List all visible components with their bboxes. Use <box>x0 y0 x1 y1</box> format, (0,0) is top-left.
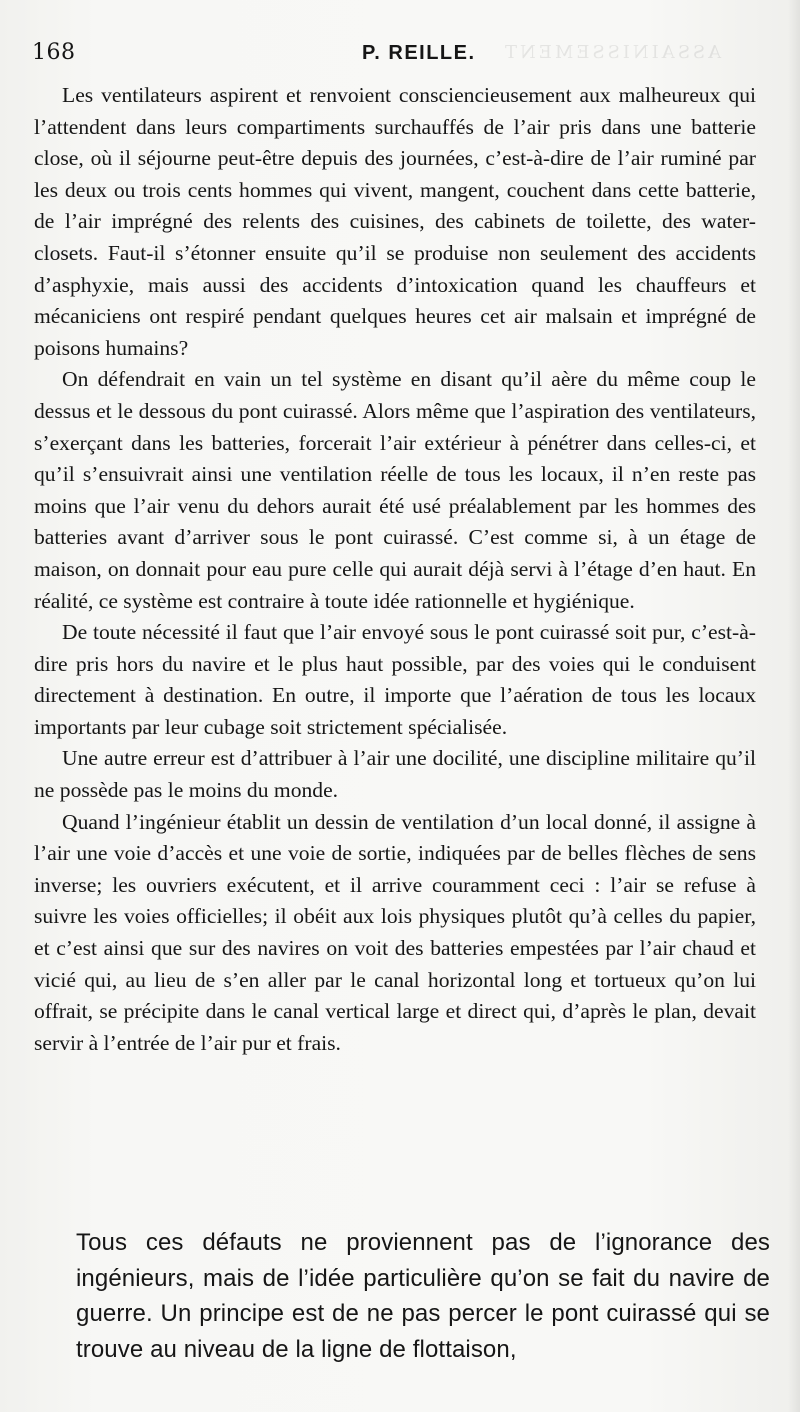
paragraph-conclusion: Tous ces défauts ne proviennent pas de l’ignorance des ingénieurs, mais de l’idée particulière qu’on se fait du navire de guerre. Un principe est de ne pas percer le pont cuirassé qui se trouve au niveau de la ligne de flottaison, <box>76 1229 770 1363</box>
paragraph-necessite: De toute nécessité il faut que l’air envoyé sous le pont cuirassé soit pur, c’est-à-dire pris hors du navire et le plus haut possible, par des voies qui le conduisent directement à destination. En outre, il importe que l’aération de tous les locaux importants par leur cubage soit strictement spécialisée. <box>34 620 756 739</box>
paragraph-erreur: Une autre erreur est d’attribuer à l’air une docilité, une discipline militaire qu’il ne possède pas le moins du monde. <box>34 746 756 803</box>
running-head: P. REILLE. <box>362 42 476 64</box>
body-text <box>34 80 756 1059</box>
paragraph-ventilateurs: Les ventilateurs aspirent et renvoient consciencieusement aux malheureux qui l’attendent dans leurs compartiments surchauffés de l’air pris dans une batterie close, où il séjourne peut-être depuis des journées, c’est-à-dire de l’air ruminé par les deux ou trois cents hommes qui vivent, mangent, couchent dans cette batterie, de l’air imprégné des relents des cuisines, des cabinets de toilette, des water-closets. Faut-il s’étonner ensuite qu’il se produise non seulement des accidents d’asphyxie, mais aussi des accidents d’intoxication quand les chauffeurs et mécaniciens ont respiré pendant quelques heures cet air malsain et imprégné de poisons humains? <box>34 83 756 360</box>
page-header <box>32 40 770 74</box>
page-edge-shadow <box>788 0 800 1412</box>
paragraph-ingenieur: Quand l’ingénieur établit un dessin de ventilation d’un local donné, il assigne à l’air une voie d’accès et une voie de sortie, indiquées par de belles flèches de sens inverse; les ouvriers exécutent, et il arrive couramment ceci : l’air se refuse à suivre les voies officielles; il obéit aux lois physiques plutôt qu’à celles du papier, et c’est ainsi que sur des navires on voit des batteries empestées par l’air chaud et vicié qui, au lieu de s’en aller par le canal horizontal long et tortueux qu’on lui offrait, se précipite dans le canal vertical large et direct qui, d’après le plan, devait servir à l’entrée de l’air pur et frais. <box>34 809 756 1055</box>
paragraph-systeme: On défendrait en vain un tel système en disant qu’il aère du même coup le dessus et le dessous du pont cuirassé. Alors même que l’aspiration des ventilateurs, s’exerçant dans les batteries, forcerait l’air extérieur à pénétrer dans celles-ci, et qu’il s’ensuivrait ainsi une ventilation réelle de tous les locaux, il n’en reste pas moins que l’air venu du dehors aurait été usé préalablement par les hommes des batteries avant d’arriver sous le pont cuirassé. C’est comme si, à un étage de maison, on donnait pour eau pure celle qui aurait déjà servi à l’étage d’en haut. En réalité, ce système est contraire à toute idée rationnelle et hygiénique. <box>34 367 756 613</box>
page-number: 168 <box>32 40 76 65</box>
show-through-bleed: ASSAINISSEMENT <box>502 42 722 63</box>
